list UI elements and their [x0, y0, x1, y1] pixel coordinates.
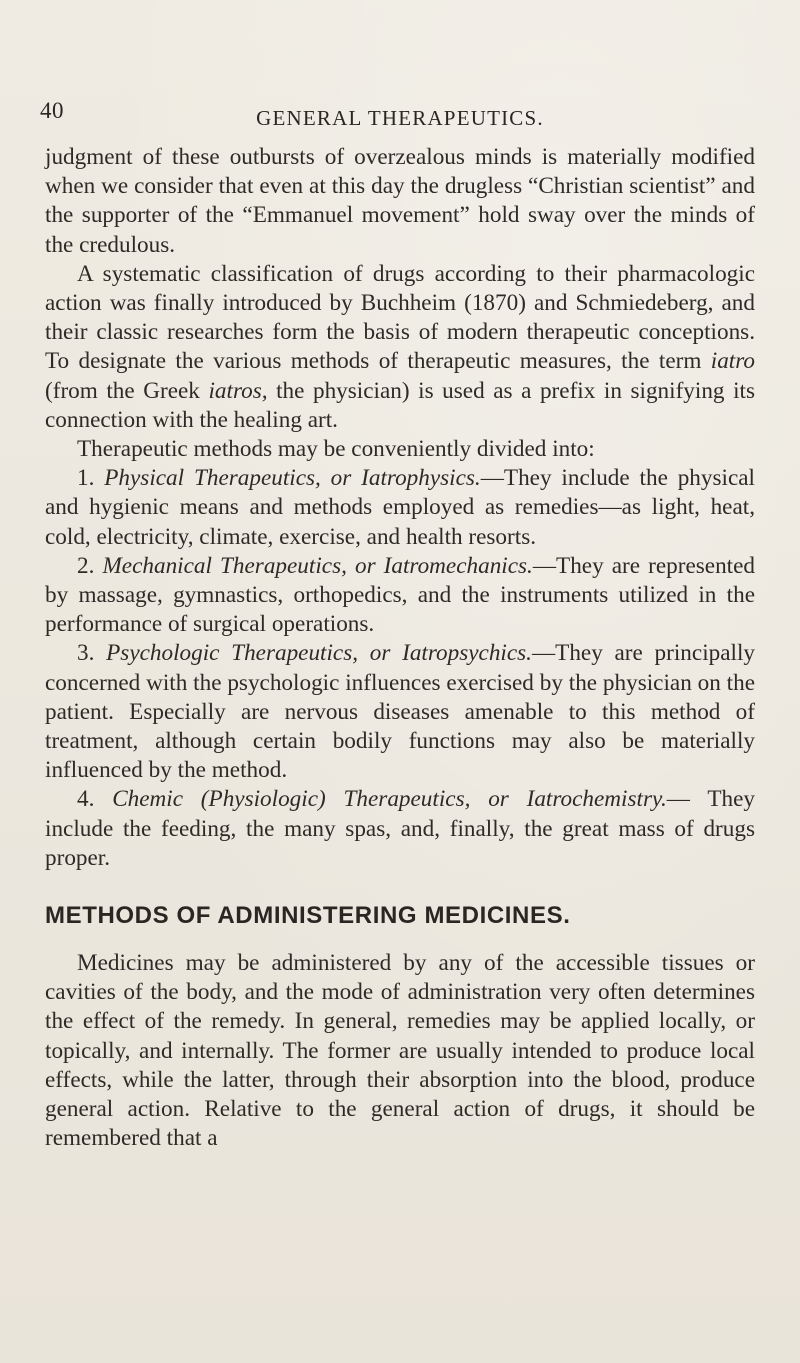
- paragraph-administration: Medicines may be administered by any of the accessible tissues or cavities of the body, and the mode of administration very often determines the effect of the remedy. In general, remedies may be applied locally, or topically, and internally. The former are usually intended to produce local effects, while the latter, through their absorption into the blood, produce general action. Relative to the general action of drugs, it should be remembered that a: [45, 950, 755, 1152]
- paragraph-methods-intro: Therapeutic methods may be conveniently divided into:: [77, 436, 595, 463]
- list-title: Mechanical Therapeutics, or Iatromechanics.: [102, 552, 533, 579]
- list-number: 1.: [77, 465, 95, 492]
- list-number: 2.: [77, 552, 95, 579]
- running-title: GENERAL THERAPEUTICS.: [256, 106, 544, 130]
- list-item: [45, 639, 755, 785]
- paragraph-continued: judgment of these outbursts of overzealous minds is materially modified when we consider that even at this day the drugless “Christian scientist” and the supporter of the “Emmanuel movement” hold sway over the minds of the credulous.: [45, 144, 755, 258]
- list-text: —They are principally concerned with the psychologic influences exercised by the physician on the patient. Especially are nervous diseases amenable to this method of treatment, although certain bodily functions may also be materially influenced by the method.: [45, 640, 755, 784]
- list-text: — They include the feeding, the many spas, and, finally, the great mass of drugs proper.: [45, 786, 755, 871]
- page-header: [40, 98, 760, 138]
- list-title: Chemic (Physiologic) Therapeutics, or Iatrochemistry.: [112, 786, 667, 813]
- page-body: [45, 143, 755, 1154]
- list-text: —They are represented by massage, gymnastics, orthopedics, and the instruments utilized in the performance of surgical operations.: [45, 552, 756, 638]
- list-item: [45, 785, 755, 873]
- paragraph-text: the physician) is used as a prefix in signifying its connection with the healing art.: [45, 377, 755, 433]
- term-iatro: iatro: [710, 348, 755, 375]
- page-number: 40: [40, 98, 64, 123]
- list-number: 3.: [77, 640, 95, 667]
- term-iatros: iatros,: [208, 377, 268, 404]
- list-number: 4.: [77, 786, 95, 813]
- paragraph-text: A systematic classification of drugs according to their pharmacologic action was finally introduced by Buchheim (1870) and Schmiedeberg, and their classic researches form the basis of modern therapeutic conceptions. To designate the various methods of therapeutic measures, the term: [45, 260, 755, 375]
- section-heading: METHODS OF ADMINISTERING MEDICINES.: [45, 902, 571, 930]
- paragraph-classification: [45, 260, 755, 435]
- paragraph-text: (from the Greek: [45, 377, 209, 404]
- list-text: —They include the physical and hygienic means and methods employed as remedies—as light, heat, cold, electricity, climate, exercise, and health resorts.: [45, 465, 755, 550]
- list-item: [45, 552, 755, 640]
- list-item: [45, 464, 755, 552]
- list-title: Psychologic Therapeutics, or Iatropsychics.: [106, 640, 532, 667]
- list-title: Physical Therapeutics, or Iatrophysics.: [104, 465, 481, 492]
